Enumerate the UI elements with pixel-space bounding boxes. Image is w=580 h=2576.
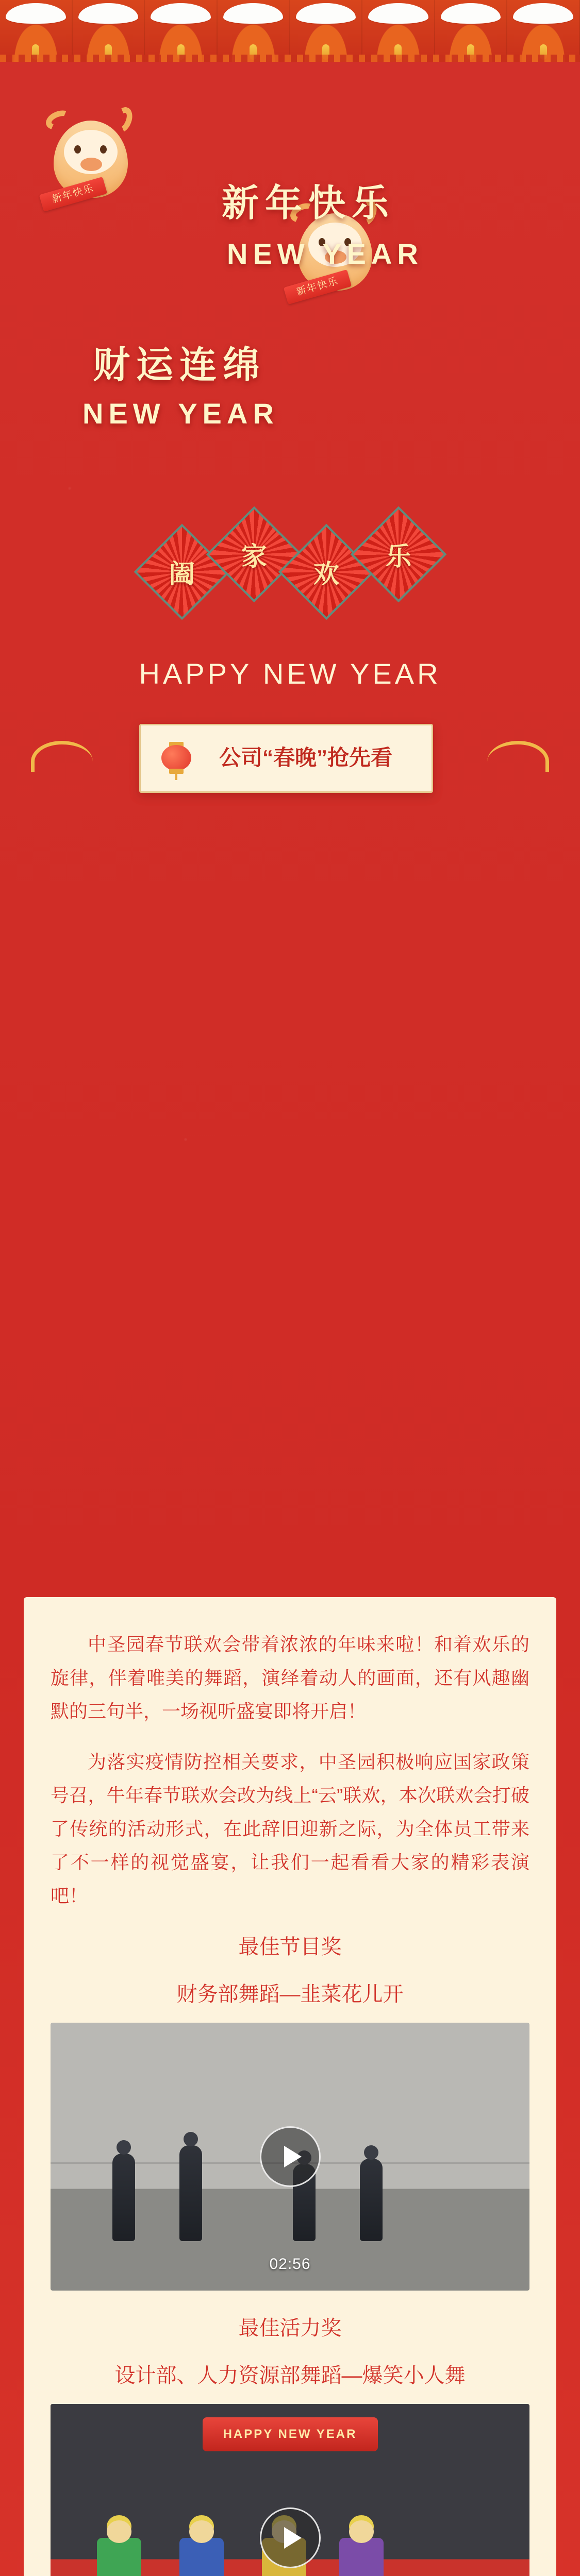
video-duration-1: 02:56 (269, 2256, 311, 2273)
video-figure (97, 2538, 141, 2576)
video-figure (360, 2159, 383, 2241)
ox-banner-right-label: 新年快乐 (284, 269, 352, 304)
video-overlay-banner: HAPPY NEW YEAR (203, 2417, 378, 2451)
eave-cell (290, 0, 363, 62)
eave-cell (218, 0, 290, 62)
program-title-2: 设计部、人力资源部舞蹈—爆笑小人舞 (114, 2364, 466, 2387)
lantern-icon (161, 739, 191, 776)
diamond-plaque (350, 506, 446, 603)
eave-cell (362, 0, 435, 62)
play-icon[interactable] (260, 2507, 321, 2568)
video-player-2[interactable] (51, 2404, 529, 2576)
hero-title-en-1: NEW YEAR (227, 238, 423, 270)
eave-cell (507, 0, 580, 62)
video-figure (339, 2538, 384, 2576)
hero-banner (0, 62, 580, 824)
article-body (24, 1597, 556, 2576)
decorative-eave-border (0, 0, 580, 62)
hero-title-cn-1: 新年快乐 (222, 183, 395, 224)
program-title-1: 财务部舞蹈—韭菜花儿开 (176, 1983, 404, 2006)
diamond-word: 欢 (313, 560, 339, 588)
scroll-swirl-left-icon (31, 741, 93, 772)
diamond-word: 阖 (169, 560, 195, 588)
video-figure (112, 2154, 135, 2241)
video-player-1[interactable] (51, 2023, 529, 2291)
eave-cell (73, 0, 145, 62)
award-title-1: 最佳节目奖 (238, 1936, 342, 1959)
award-title-2: 最佳活力奖 (238, 2317, 342, 2340)
diamond-word: 乐 (385, 542, 411, 571)
page-title: 公司“春晚”抢先看 (219, 745, 392, 770)
eave-cell (0, 0, 73, 62)
eave-cell (145, 0, 218, 62)
diamond-plaque (278, 524, 374, 620)
article-title-card (139, 724, 433, 793)
video-figure (179, 2538, 224, 2576)
eave-cell (435, 0, 508, 62)
scroll-swirl-right-icon (487, 741, 549, 772)
ox-mascot-left-icon (44, 98, 137, 206)
happy-new-year-text: HAPPY NEW YEAR (139, 657, 441, 690)
diamond-word: 家 (241, 542, 267, 571)
eave-fringe (0, 55, 580, 62)
hero-title-cn-2: 财运连绵 (93, 345, 267, 386)
diamond-plaque (206, 506, 302, 603)
article-paragraph-2: 为落实疫情防控相关要求，中圣园积极响应国家政策号召，牛年春节联欢会改为线上“云”联欢，本次联欢会打破了传统的活动形式，在此辞旧迎新之际，为全体员工带来了不一样的视觉盛宴，让我们一起看看大家的精彩表演吧！ (51, 1751, 529, 1906)
diamond-plaques (0, 520, 580, 606)
video-figure (179, 2145, 202, 2241)
article-paragraph-1: 中圣园春节联欢会带着浓浓的年味来啦！和着欢乐的旋律，伴着唯美的舞蹈，演绎着动人的画面，还有风趣幽默的三句半，一场视听盛宴即将开启！ (51, 1634, 529, 1722)
hero-title-en-2: NEW YEAR (82, 397, 279, 430)
eave-lantern-row (0, 0, 580, 62)
diamond-plaque (134, 524, 230, 620)
play-icon[interactable] (260, 2126, 321, 2187)
ox-banner-left-label: 新年快乐 (39, 177, 107, 212)
